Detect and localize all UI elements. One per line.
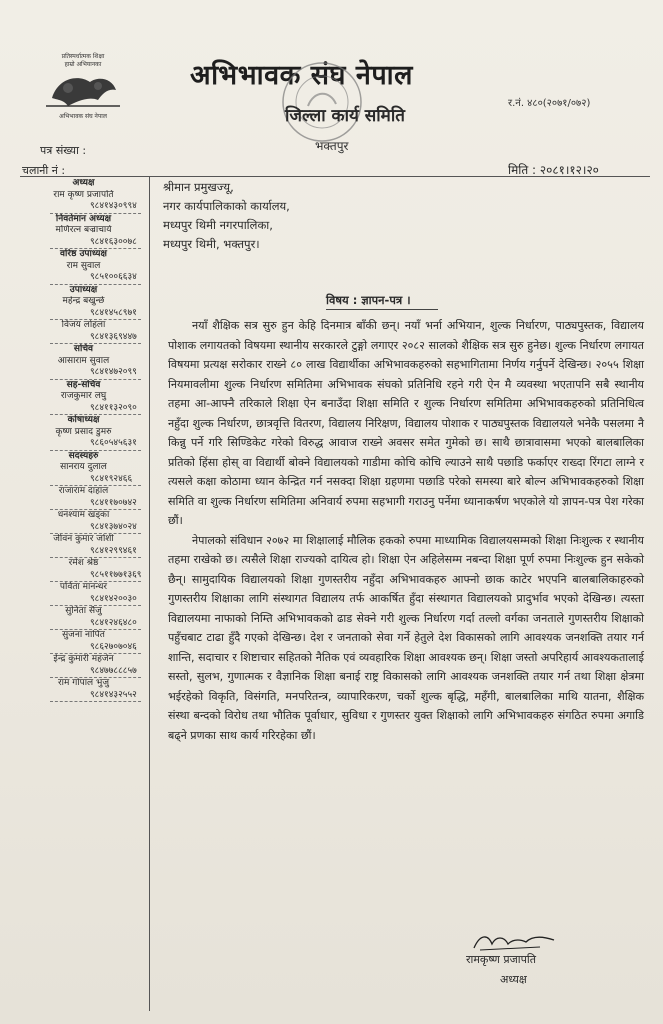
- handwritten-signature-icon: [470, 930, 560, 954]
- registration-number: र.नं. ४८०(२०७१/०७२): [508, 98, 591, 109]
- member-entry: [20, 344, 147, 380]
- member-name: राम कृष्ण प्रजापति: [53, 189, 114, 200]
- logo-tagline-2: हाम्रो अभियानका: [64, 61, 102, 68]
- member-entry: [20, 582, 147, 606]
- member-name: सानराय दुलाल: [60, 462, 107, 472]
- member-name: विजय लोहला: [61, 320, 106, 330]
- signatory-name: रामकृष्ण प्रजापति: [466, 953, 537, 966]
- member-name: सुनिता सैजु: [65, 606, 102, 616]
- member-name: महेन्द्र बखुन्छे: [62, 296, 105, 306]
- address-line: मध्यपुर थिमी नगरपालिका,: [163, 218, 273, 232]
- letter-number-label: पत्र संख्या :: [40, 144, 87, 157]
- member-role: कोषाध्यक्ष: [67, 415, 100, 425]
- logo-tagline: प्रतिस्पर्धात्मक शिक्षा: [61, 53, 105, 60]
- member-name: राजाराम दाहाल: [58, 486, 109, 496]
- member-role: सचिव: [73, 344, 94, 354]
- member-entry: [20, 320, 147, 344]
- member-phone: ९८४७७८८८५७: [50, 666, 141, 679]
- member-phone: ९८४१९२४६६: [50, 474, 141, 487]
- member-phone: ९८४१४२००३०: [50, 594, 141, 607]
- member-name: राजकुमार लघु: [60, 391, 107, 401]
- member-role: वरिष्ठ उपाध्यक्ष: [60, 249, 107, 259]
- member-phone: ९८४१३७४०२४: [50, 522, 141, 535]
- member-entry: [20, 678, 147, 702]
- member-phone: ९८५११७७१३६९: [50, 570, 141, 583]
- member-phone: ९८४१३६९४४७: [50, 332, 141, 345]
- member-entry: [20, 285, 147, 321]
- member-entry: [20, 249, 147, 285]
- member-entry: [20, 558, 147, 582]
- member-phone: ९८४११३२०९०: [50, 403, 141, 416]
- member-role: अध्यक्ष: [72, 178, 95, 188]
- member-entry: [20, 415, 147, 451]
- member-phone: ९८५१००६६३४: [50, 272, 141, 285]
- letter-date: मिति : २०८१।१२।२०: [508, 163, 599, 177]
- subject-underline: [326, 309, 438, 310]
- member-phone: ९८४१४३०९९४: [50, 201, 141, 214]
- recipient-address: [163, 178, 290, 254]
- member-name: मणिरत्न बज्राचार्य: [55, 225, 112, 235]
- member-name: जीवन कुमार जोशी: [53, 534, 114, 544]
- member-name: पविता मानन्धर: [59, 582, 108, 592]
- member-name: कृष्ण प्रसाद डुमरु: [55, 426, 112, 437]
- logo-caption: अभिभावक संघ नेपाल: [59, 113, 107, 120]
- header-divider: [20, 176, 650, 177]
- member-phone: ९८४१४५८९७१: [50, 308, 141, 321]
- member-name: सुजना नापित: [62, 630, 105, 640]
- member-role: सदस्यहरु: [68, 450, 99, 461]
- body-paragraph: नेपालको संविधान २०७२ मा शिक्षालाई मौलिक हकको रुपमा माध्यामिक विद्यालयसम्मको शिक्षा निःशुल्क र स्थानीय तहमा राखेको छ। त्यसैले शिक्षा राज्यको दायित्व हो। शिक्षा ऐन अहिलेसम्म नबन्दा शिक्षा पूर्ण रुपमा निःशुल्क हुन सकेको छैन्। सामुदायिक विद्यालयको शिक्षा गुणस्तरीय नहुँदा अभिभावकहरु आफ्नो छाक काटेर भएपनि बालबालिकाहरुको गुणस्तरीय शिक्षाका लागि संस्थागत विद्यालय तर्फ आकर्षित हुँदा संस्थागत विद्यालयको प्रादुर्भाव भएको देखिन्छ। त्यस्ता विद्यालयमा नाफाको निम्ति अभिभावकको ढाड सेक्ने गरी शुल्क निर्धारण गर्दा तल्लो वर्गका जनताले गुणस्तरीय शिक्षाको पहुँचबाट टाढा हुँदै गएको देखिन्छ। देश र जनताको सेवा गर्ने हेतुले देश विकासको लागि आवश्यक जनशक्ति तयार गर्न शान्ति, सदाचार र शिष्टाचार सहितको नैतिक एवं व्यवहारिक शिक्षा आवश्यक छन्। शिक्षा जस्तो अपरिहार्य आवश्यकतालाई सस्तो, सुलभ, गुणात्मक र वैज्ञानिक शिक्षा बनाई राष्ट्र विकासको लागि आवश्यक जनशक्ति तयार गर्न तथा शिक्षा क्षेत्रमा भईरहेको विकृति, विसंगति, मनपरितन्त्र, व्यापारिकरण, चर्को शुल्क बृद्धि, महँगी, बालबालिका माथि यातना, शैक्षिक संस्था बन्दको विरोध तथा भौतिक पूर्वाधार, सुविधा र गुणस्तर युक्त शिक्षाको लागि अभिभावकहरु संगठित रुपमा अगाडि बढ्ने प्रणका साथ कार्य गरिरहेका छौं।: [168, 533, 644, 742]
- letter-body: [168, 316, 644, 745]
- member-entry: [20, 654, 147, 678]
- office-seal-icon: [280, 60, 364, 144]
- member-phone: ९८४१६३००७८: [50, 237, 141, 250]
- address-line: मध्यपुर थिमी, भक्तपुर।: [163, 237, 260, 251]
- organization-title: अभिभावक संघ नेपाल: [190, 60, 413, 91]
- sidebar-divider: [149, 176, 150, 1011]
- member-name: ईन्द्र कुमारी महर्जन: [53, 654, 114, 664]
- member-entry: [20, 630, 147, 654]
- member-entry: [20, 451, 147, 487]
- member-entry: [20, 214, 147, 250]
- member-entry: [20, 178, 147, 214]
- member-name: आसाराम सुवाल: [57, 355, 110, 366]
- address-line: नगर कार्यपालिकाको कार्यालय,: [163, 199, 290, 213]
- member-phone: ९८४१२४६४८०: [50, 618, 141, 631]
- committee-members-list: [20, 178, 147, 702]
- member-phone: ९८६०५४५६३१: [50, 438, 141, 451]
- member-entry: [20, 380, 147, 416]
- member-entry: [20, 486, 147, 510]
- member-name: रमेश श्रेष्ठ: [68, 558, 99, 568]
- member-name: राम सुवाल: [66, 260, 101, 271]
- member-phone: ९८४१४७२०९९: [50, 367, 141, 380]
- member-role: सह-सचिव: [66, 379, 101, 390]
- signatory-role: अध्यक्ष: [500, 973, 527, 986]
- member-phone: ९८४१४३२५५२: [50, 690, 141, 703]
- member-phone: ९८४१२९९४६१: [50, 546, 141, 559]
- logo-emblem-icon: [38, 68, 128, 112]
- member-entry: [20, 606, 147, 630]
- body-paragraph: नयाँ शैक्षिक सत्र सुरु हुन केहि दिनमात्र बाँकी छन्। नयाँ भर्ना अभियान, शुल्क निर्धारण, पाठ्यपुस्तक, विद्यालय पोशाक लगायतको विषयमा स्थानीय सरकारले टुङ्गो लगाएर २०८२ सालको शैक्षिक सत्र सुरु हुनेछ। शुल्क निर्धारण लगायत विषयमा प्रत्यक्ष सरोकार राख्ने ८० लाख विद्यार्थीका अभिभावकहरुको सहभागितामा निर्णय गर्नुपर्ने देखिन्छ। २०५५ शिक्षा नियमावलीमा शुल्क निर्धारण समितिमा अभिभावक संघको प्रतिनिधि रहने गरी ऐन मै व्यवस्था भएतापनि सबै स्थानीय तहमा आ-आफ्नै तरिकाले शिक्षा ऐन बनाउँदा शिक्षा समिति र शुल्क निर्धारण समितिमा अभिभावकहरुको प्रतिनिधित्व नहुँदा शुल्क निर्धारण, छात्रवृत्ति वितरण, विद्यालय निरिक्षण, विद्यालय पोशाक र पाठ्यपुस्तक विद्यालयले भनेकै पसलमा नै किन्नु पर्ने गरि सिण्डिकेट गरेको विरुद्ध आवाज राख्ने अवसर समेत गुमेको छ। साथै छात्रावासमा भएको बालबालिका प्रतिको हिंसा होस् वा विद्यार्थी बोक्ने विद्यालयको गाडीमा कोचि कोचि ल्याउने साथै पछाडि फर्काएर राख्दा रिंगटा लाग्ने र त्यसले कक्षा कोठामा ध्यान केन्द्रित गर्न नसक्दा शिक्षा ग्रहणमा पछाडि परेको समस्या बारे बोल्न अभिभावकहरुको शिक्षा समिति वा शुल्क निर्धारण समितिमा अनिवार्य रुपमा सहभागी गराउनु पर्नेमा ध्यानाकर्षण भएकोले यो ज्ञापन-पत्र पेश गरेका छौं।: [168, 319, 644, 527]
- member-phone: ९८४११७०७४२: [50, 498, 141, 511]
- member-entry: [20, 534, 147, 558]
- dispatch-number-label: चलानी नं :: [22, 164, 66, 177]
- member-name: राम गोपाल भुजु: [57, 678, 110, 688]
- committee-title: जिल्ला कार्य समिति: [285, 106, 405, 126]
- member-phone: ९८६२७०७०४६: [50, 642, 141, 655]
- letter-subject: विषय : ज्ञापन-पत्र ।: [326, 293, 411, 307]
- district-name: भक्तपुर: [315, 139, 349, 153]
- member-role: निवर्तमान अध्यक्ष: [55, 213, 112, 224]
- address-line: श्रीमान प्रमुखज्यू,: [163, 180, 234, 194]
- member-entry: [20, 510, 147, 534]
- organization-logo: [38, 52, 128, 122]
- member-role: उपाध्यक्ष: [69, 284, 98, 295]
- member-name: धनश्याम खड्का: [57, 510, 110, 520]
